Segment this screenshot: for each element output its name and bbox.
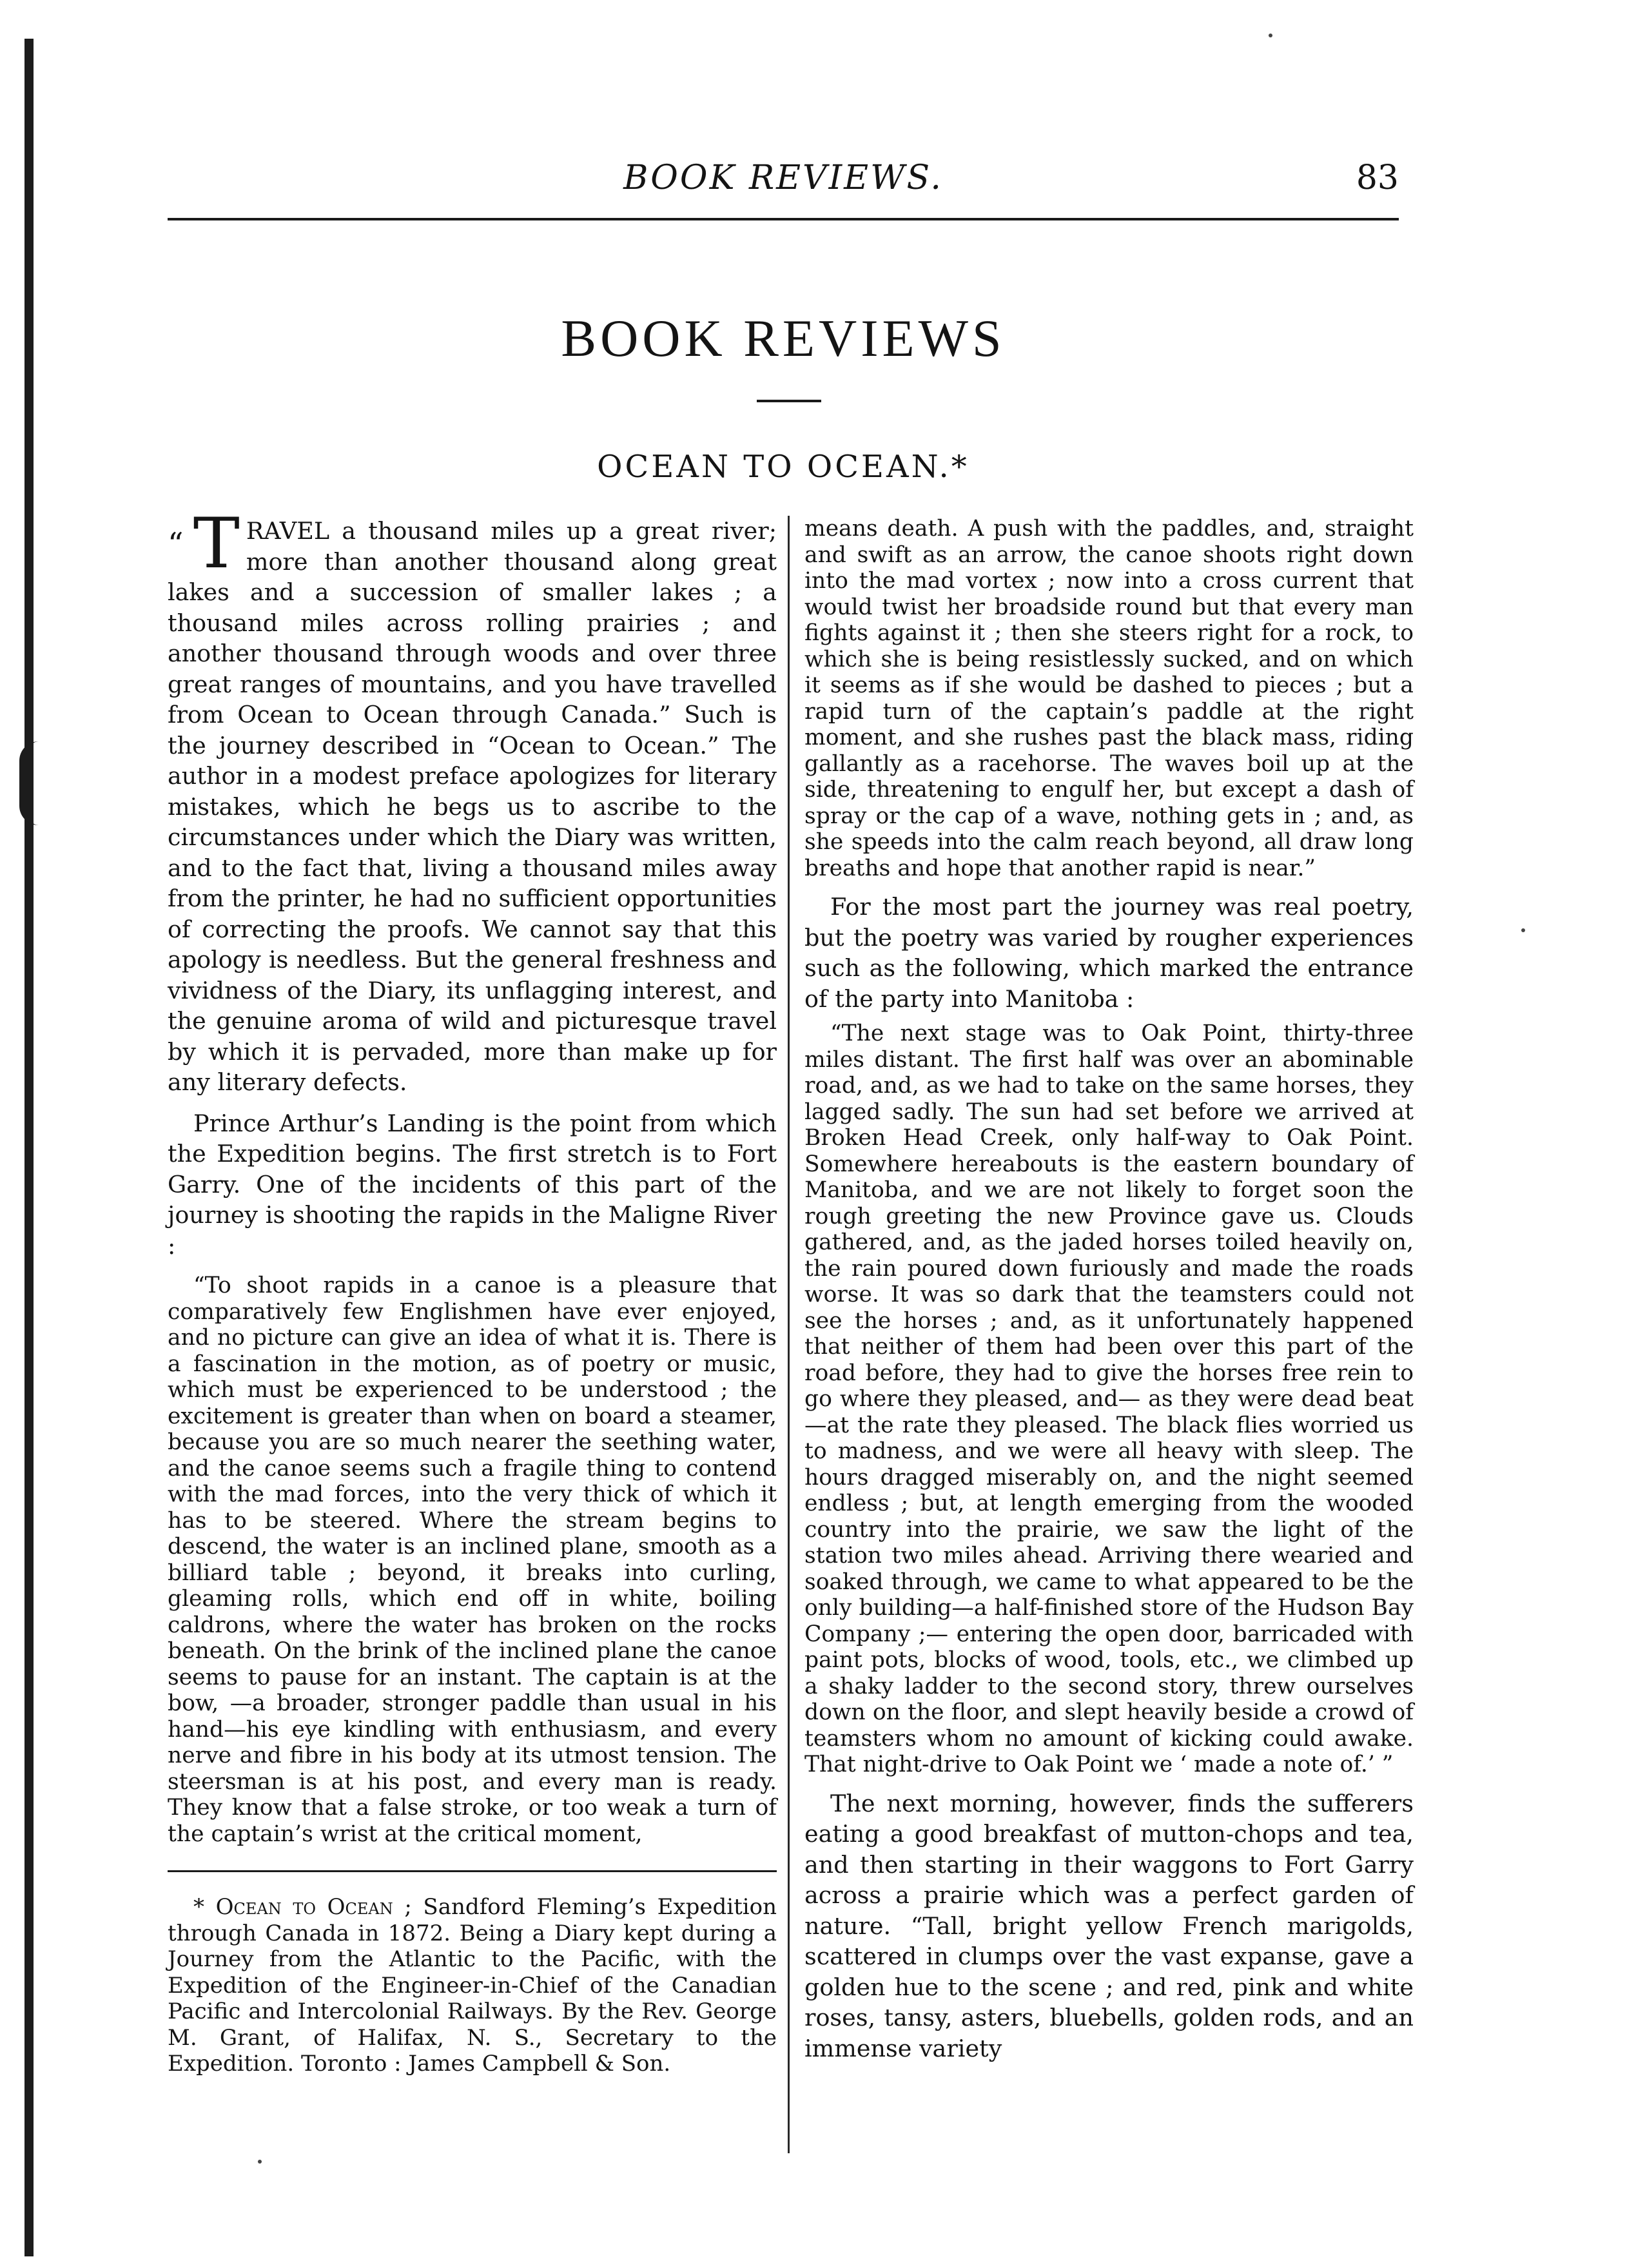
drop-cap xyxy=(168,503,240,584)
paper-speck xyxy=(1521,928,1525,932)
quote-rapids-continued: means death. A push with the paddles, and, straight and swift as an arrow, the canoe shoots right down into the mad vortex ; now into a cross current that would twist her broadside round but that every man fights against it ; then she steers right for a rock, to which she is being resistlessly sucked, and on which it seems as if she would be dashed to pieces ; but a rapid turn of the captain’s paddle at the right moment, and she rushes past the black mass, riding gallantly as a racehorse. The waves boil up at the side, threatening to engulf her, but except a dash of spray or the cap of a wave, nothing gets in ; and, as she speeds into the calm reach beyond, all draw long breaths and hope that another rapid is near.” xyxy=(804,516,1414,881)
opening-quote-mark: “ xyxy=(168,526,193,562)
title-divider xyxy=(757,400,821,402)
paper-speck xyxy=(258,2160,262,2164)
page-binding-edge xyxy=(24,39,34,2256)
column-divider xyxy=(788,516,790,2153)
paragraph-next-morning: The next morning, however, finds the sufferers eating a good breakfast of mutton-chops and tea, and then starting in their waggons to Fort Garry across a prairie which was a perfect garden of nature. “Tall, bright yellow French marigolds, scattered in clumps over the vast expanse, gave a golden hue to the scene ; and red, pink and white roses, tansy, asters, bluebells, golden rods, and an immense variety xyxy=(804,1789,1414,2062)
page-number: 83 xyxy=(1356,159,1399,197)
paragraph-prince-arthur: Prince Arthur’s Landing is the point from which the Expedition begins. The first stretch is to Fort Garry. One of the incidents of this part of the journey is shooting the rapids in the Maligne River : xyxy=(168,1109,777,1260)
footnote-rule xyxy=(168,1870,777,1872)
quote-oak-point: “The next stage was to Oak Point, thirty-three miles distant. The first half was over an abominable road, and, as we had to take on the same horses, they lagged sadly. The sun had set before we arrived at Broken Head Creek, only half-way to Oak Point. Somewhere hereabouts is the eastern boundary of Manitoba, and we are not likely to forget soon the rough greeting the new Province gave us. Clouds gathered, and, as the jaded horses toiled heavily on, the rain poured down furiously and made the roads worse. It was so dark that the teamsters could not see the horses ; and, as it unfortunately happened that neither of them had been over this part of the road before, they had to give the horses free rein to go where they pleased, and— as they were dead beat—at the rate they pleased. The black flies worried us to madness, and we were all heavy with sleep. The hours dragged miserably on, and the night seemed endless ; but, at length emerging from the wooded country into the prairie, we saw the light of the station two miles ahead. Arriving there wearied and soaked through, we came to what appeared to be the only building—a half-finished store of the Hudson Bay Company ;— entering the open door, barricaded with paint pots, blocks of wood, tools, etc., we climbed up a shaky ladder to the second story, threw ourselves down on the floor, and slept heavily beside a crowd of teamsters whom no amount of kicking could awake. That night-drive to Oak Point we ‘ made a note of.’ ” xyxy=(804,1021,1414,1777)
quote-rapids: “To shoot rapids in a canoe is a pleasure that comparatively few Englishmen have ever enjoyed, and no picture can give an idea of what it is. There is a fascination in the motion, as of poetry or music, which must be experienced to be understood ; the excitement is greater than when on board a steamer, because you are so much nearer the seething water, and the canoe seems such a fragile thing to contend with the mad forces, into the very thick of which it has to be steered. Where the stream begins to descend, the water is an inclined plane, smooth as a billiard table ; beyond, it breaks into curling, gleaming rolls, which end off in white, boiling caldrons, where the water has broken on the rocks beneath. On the brink of the inclined plane the canoe seems to pause for an instant. The captain is at the bow, —a broader, stronger paddle than usual in his hand—his eye kindling with enthusiasm, and every nerve and fibre in his body at its utmost tension. The steersman is at his post, and every man is ready. They know that a false stroke, or too weak a turn of the captain’s wrist at the critical moment, xyxy=(168,1273,777,1847)
drop-cap-letter: T xyxy=(193,503,240,584)
paper-speck xyxy=(1269,34,1272,37)
left-column xyxy=(168,503,777,2077)
opening-paragraph xyxy=(168,503,777,1098)
running-head-title: BOOK REVIEWS. xyxy=(623,159,943,197)
header-rule xyxy=(168,218,1399,220)
running-head xyxy=(168,159,1399,204)
article-title: OCEAN TO OCEAN.* xyxy=(597,449,969,485)
binding-clip xyxy=(19,741,64,825)
footnote-text: ; Sandford Fleming’s Expedition through Canada in 1872. Being a Diary kept during a Journey from the Atlantic to the Pacific, with the Expedition of the Engineer-in-Chief of the Canadian Pacific and Intercolonial Railways. By the Rev. George M. Grant, of Halifax, N. S., Secretary to the Expedition. Toronto : James Campbell & Son. xyxy=(168,1894,777,2077)
right-column xyxy=(804,516,1414,2064)
paragraph-manitoba: For the most part the journey was real poetry, but the poetry was varied by rougher experiences such as the following, which marked the entrance of the party into Manitoba : xyxy=(804,893,1414,1013)
footnote-title: Ocean to Ocean xyxy=(215,1894,393,1920)
footnote xyxy=(168,1894,777,2077)
section-title: BOOK REVIEWS xyxy=(561,309,1006,367)
opening-paragraph-text: RAVEL a thousand miles up a great river; more than another thousand along great lakes and a succession of smaller lakes ; a thousand miles across rolling prairies ; and another thousand through woods and over three great ranges of mountains, and you have travelled from Ocean to Ocean through Canada.” Such is the journey described in “Ocean to Ocean.” The author in a modest preface apologizes for literary mistakes, which he begs us to ascribe to the circumstances under which the Diary was written, and to the fact that, living a thousand miles away from the printer, he had no sufficient opportunities of correcting the proofs. We cannot say that this apology is needless. But the general freshness and vividness of the Diary, its unflagging interest, and the genuine aroma of wild and picturesque travel by which it is pervaded, more than make up for any literary defects. xyxy=(168,517,777,1096)
footnote-mark: * xyxy=(193,1894,216,1920)
